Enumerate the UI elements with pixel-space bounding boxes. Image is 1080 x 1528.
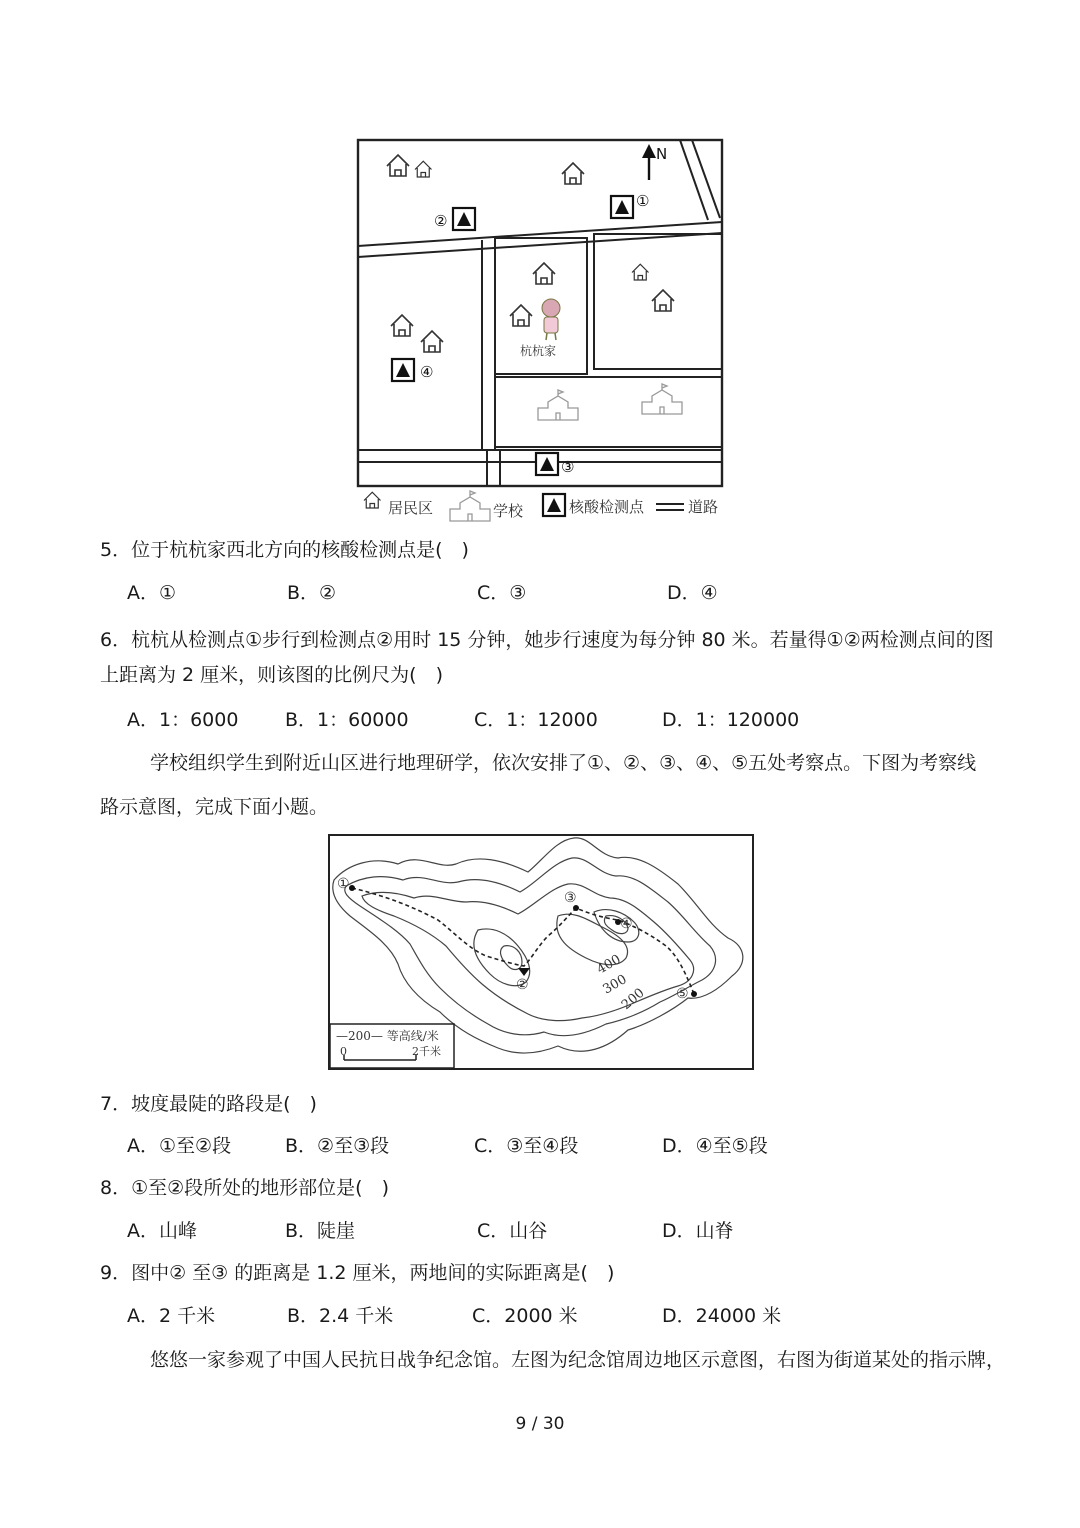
svg-text:③: ③ — [561, 458, 575, 476]
contour-route-map — [328, 834, 754, 1070]
option-a: A．2 千米 — [127, 1305, 216, 1327]
svg-text:④: ④ — [620, 916, 633, 932]
option-c: C．③ — [477, 582, 527, 604]
question-6-stem-line2: 上距离为 2 厘米，则该图的比例尺为( ) — [100, 664, 443, 686]
option-c: C．③至④段 — [474, 1135, 579, 1157]
test-point-1 — [611, 192, 649, 218]
hanghang-girl-icon — [542, 299, 560, 340]
svg-text:200: 200 — [618, 985, 648, 1014]
svg-text:400: 400 — [594, 952, 624, 978]
option-c: C．2000 米 — [472, 1305, 578, 1327]
option-c: C．山谷 — [477, 1220, 548, 1242]
blocks — [495, 234, 722, 447]
contour-legend — [330, 1024, 454, 1068]
svg-text:③: ③ — [564, 890, 577, 906]
option-c: C．1：12000 — [474, 709, 598, 731]
roads — [358, 140, 722, 486]
question-5-stem: 5．位于杭杭家西北方向的核酸检测点是( ) — [100, 539, 469, 561]
question-8-stem: 8．①至②段所处的地形部位是( ) — [100, 1177, 389, 1199]
option-a: A．①至②段 — [127, 1135, 232, 1157]
option-b: B．陡崖 — [285, 1220, 356, 1242]
option-b: B．② — [287, 582, 337, 604]
map-frame — [358, 140, 722, 486]
option-d: D．④ — [667, 582, 718, 604]
svg-text:300: 300 — [600, 972, 630, 998]
question-9-stem: 9．图中② 至③ 的距离是 1.2 厘米，两地间的实际距离是( ) — [100, 1262, 615, 1284]
test-point-3 — [536, 453, 574, 476]
option-b: B．1：60000 — [285, 709, 409, 731]
test-point-4 — [392, 359, 433, 381]
svg-text:居民区: 居民区 — [388, 499, 434, 517]
page-number: 9 / 30 — [515, 1414, 565, 1434]
svg-text:⑤: ⑤ — [676, 986, 689, 1002]
option-b: B．2.4 千米 — [287, 1305, 394, 1327]
residential-icons — [387, 155, 674, 352]
test-point-2 — [434, 208, 475, 230]
community-map — [350, 132, 730, 522]
option-d: D．24000 米 — [662, 1305, 782, 1327]
option-a: A．1：6000 — [127, 709, 239, 731]
svg-text:核酸检测点: 核酸检测点 — [569, 498, 645, 516]
svg-text:0: 0 — [340, 1045, 347, 1058]
question-7-stem: 7．坡度最陡的路段是( ) — [100, 1093, 317, 1115]
question-6-stem-line1: 6．杭杭从检测点①步行到检测点②用时 15 分钟，她步行速度为每分钟 80 米。若量得①②两检测点间的图 — [100, 629, 994, 651]
svg-text:2千米: 2千米 — [412, 1045, 441, 1058]
option-d: D．1：120000 — [662, 709, 800, 731]
svg-text:②: ② — [434, 212, 448, 230]
intro-paragraph-line1: 学校组织学生到附近山区进行地理研学，依次安排了①、②、③、④、⑤五处考察点。下图为考察线 — [150, 752, 977, 774]
north-arrow-icon — [642, 144, 656, 180]
option-d: D．④至⑤段 — [662, 1135, 768, 1157]
svg-text:①: ① — [636, 192, 650, 210]
school-icons — [538, 384, 682, 420]
svg-text:②: ② — [516, 977, 529, 993]
intro-paragraph-2: 悠悠一家参观了中国人民抗日战争纪念馆。左图为纪念馆周边地区示意图，右图为街道某处的指示牌， — [150, 1349, 1006, 1371]
map-legend — [364, 491, 718, 521]
option-d: D．山脊 — [662, 1220, 734, 1242]
north-label: N — [656, 145, 668, 163]
svg-text:①: ① — [337, 876, 350, 892]
home-label: 杭杭家 — [519, 344, 557, 358]
option-b: B．②至③段 — [285, 1135, 390, 1157]
option-a: A．① — [127, 582, 177, 604]
intro-paragraph-line2: 路示意图，完成下面小题。 — [100, 796, 329, 818]
svg-text:学校: 学校 — [493, 502, 524, 520]
option-a: A．山峰 — [127, 1220, 197, 1242]
svg-text:道路: 道路 — [688, 498, 719, 516]
svg-text:④: ④ — [420, 363, 434, 381]
svg-text:—200— 等高线/米: —200— 等高线/米 — [336, 1029, 439, 1043]
